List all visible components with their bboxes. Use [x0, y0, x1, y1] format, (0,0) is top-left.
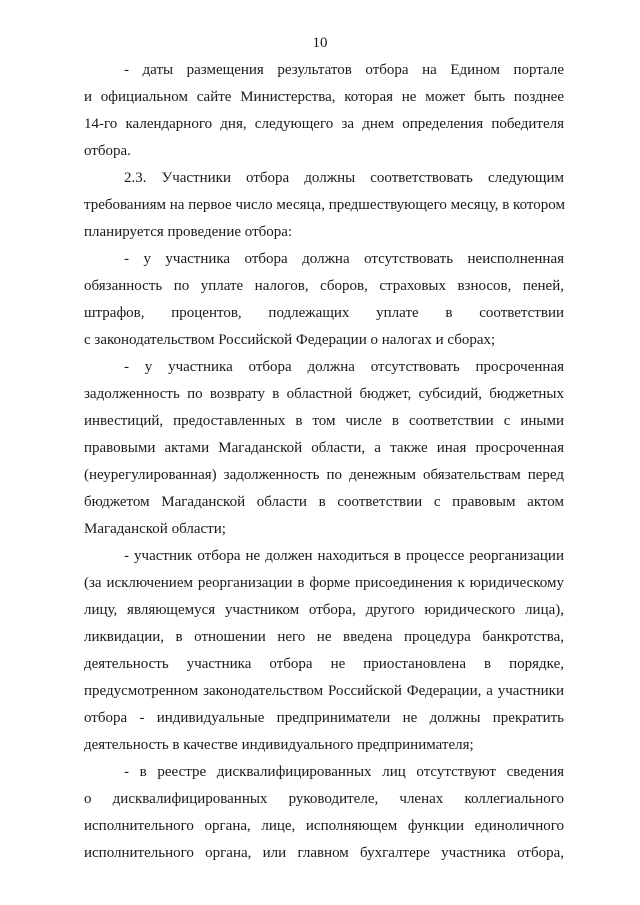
paragraph-publication-date	[84, 57, 564, 165]
text-line: - в реестре дисквалифицированных лиц отсутствуют сведения	[124, 764, 564, 780]
document-body	[84, 57, 564, 867]
text-line: с законодательством Российской Федерации о налогах и сборах;	[84, 332, 496, 348]
text-line: требованиям на первое число месяца, предшествующего месяцу, в котором	[84, 197, 565, 213]
text-line: - участник отбора не должен находиться в процессе реорганизации	[124, 548, 564, 564]
paragraph-section-2-3	[84, 165, 564, 246]
paragraph-overdue-debt	[84, 354, 564, 543]
text-line: задолженность по возврату в областной бюджет, субсидий, бюджетных	[84, 386, 564, 402]
text-line: предусмотренном законодательством Российской Федерации, а участники	[84, 683, 564, 699]
text-line: Магаданской области;	[84, 521, 226, 537]
text-line: деятельность участника отбора не приостановлена в порядке,	[84, 656, 564, 672]
text-line: - у участника отбора должна отсутствовать неисполненная	[124, 251, 564, 267]
text-line: 2.3. Участники отбора должны соответствовать следующим	[124, 170, 564, 186]
text-line: инвестиций, предоставленных в том числе в соответствии с иными	[84, 413, 564, 429]
paragraph-reorganization	[84, 543, 564, 759]
text-line: исполнительного органа, или главном бухгалтере участника отбора,	[84, 845, 564, 861]
text-line: (неурегулированная) задолженность по денежным обязательствам перед	[84, 467, 564, 483]
text-line: отбора - индивидуальные предприниматели не должны прекратить	[84, 710, 564, 726]
text-line: правовыми актами Магаданской области, а также иная просроченная	[84, 440, 564, 456]
text-line: обязанность по уплате налогов, сборов, страховых взносов, пеней,	[84, 278, 564, 294]
text-line: бюджетом Магаданской области в соответствии с правовым актом	[84, 494, 564, 510]
text-line: ликвидации, в отношении него не введена процедура банкротства,	[84, 629, 564, 645]
text-line: 14-го календарного дня, следующего за днем определения победителя	[84, 116, 564, 132]
text-line: лицу, являющемуся участником отбора, другого юридического лица),	[84, 602, 564, 618]
text-line: (за исключением реорганизации в форме присоединения к юридическому	[84, 575, 564, 591]
page-number: 10	[312, 35, 328, 51]
text-line: - у участника отбора должна отсутствовать просроченная	[124, 359, 564, 375]
text-line: - даты размещения результатов отбора на Едином портале	[124, 62, 564, 78]
text-line: деятельность в качестве индивидуального предпринимателя;	[84, 737, 474, 753]
text-line: штрафов, процентов, подлежащих уплате в соответствии	[84, 305, 564, 321]
text-line: исполнительного органа, лице, исполняющем функции единоличного	[84, 818, 564, 834]
text-line: о дисквалифицированных руководителе, членах коллегиального	[84, 791, 564, 807]
text-line: планируется проведение отбора:	[84, 224, 293, 240]
text-line: отбора.	[84, 143, 131, 159]
paragraph-disqualified-persons	[84, 759, 564, 867]
text-line: и официальном сайте Министерства, которая не может быть позднее	[84, 89, 564, 105]
paragraph-tax-obligations	[84, 246, 564, 354]
